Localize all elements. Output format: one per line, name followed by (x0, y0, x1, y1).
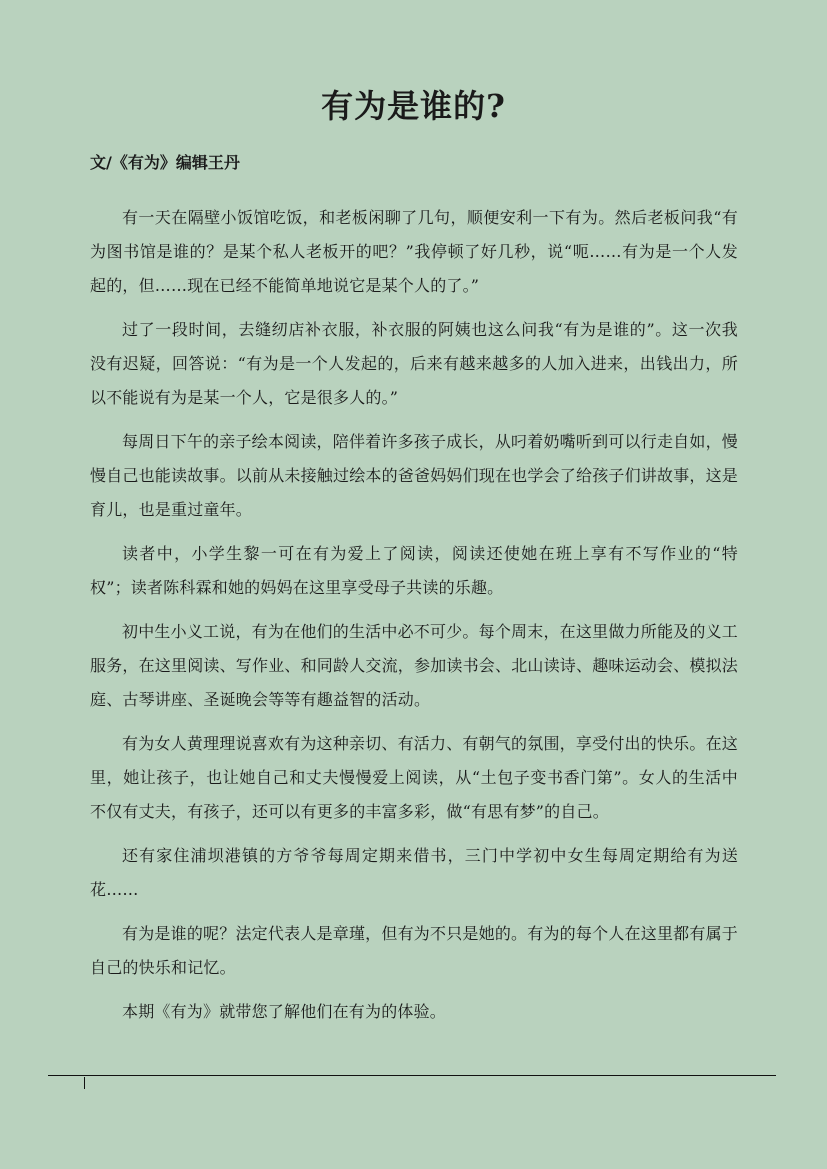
paragraph-2: 过了一段时间，去缝纫店补衣服，补衣服的阿姨也这么问我“有为是谁的”。这一次我没有迟疑，回答说：“有为是一个人发起的，后来有越来越多的人加入进来，出钱出力，所以不能说有为是某一个人，它是很多人的。” (90, 320, 738, 407)
paragraph-7: 还有家住浦坝港镇的方爷爷每周定期来借书，三门中学初中女生每周定期给有为送花…… (90, 846, 738, 899)
paragraph-9: 本期《有为》就带您了解他们在有为的体验。 (122, 1002, 447, 1021)
footer-tick-mark (84, 1077, 85, 1089)
paragraph-5: 初中生小义工说，有为在他们的生活中必不可少。每个周末，在这里做力所能及的义工服务，在这里阅读、写作业、和同龄人交流，参加读书会、北山读诗、趣味运动会、模拟法庭、古琴讲座、圣诞晚会等等有趣益智的活动。 (90, 622, 739, 709)
footer-divider (48, 1075, 776, 1076)
author-byline: 文/《有为》编辑王丹 (90, 153, 240, 172)
paragraph-6: 有为女人黄理理说喜欢有为这种亲切、有活力、有朝气的氛围，享受付出的快乐。在这里，她让孩子，也让她自己和丈夫慢慢爱上阅读，从“土包子变书香门第”。女人的生活中不仅有丈夫，有孩子，还可以有更多的丰富多彩，做“有思有梦”的自己。 (90, 734, 738, 821)
page-title: 有为是谁的? (321, 87, 506, 125)
paragraph-4: 读者中，小学生黎一可在有为爱上了阅读，阅读还使她在班上享有不写作业的“特权”；读者陈科霖和她的妈妈在这里享受母子共读的乐趣。 (90, 544, 738, 597)
article-body (90, 201, 738, 1039)
paragraph-8: 有为是谁的呢？法定代表人是章瑾，但有为不只是她的。有为的每个人在这里都有属于自己的快乐和记忆。 (90, 924, 738, 977)
paragraph-1: 有一天在隔壁小饭馆吃饭，和老板闲聊了几句，顺便安利一下有为。然后老板问我“有为图书馆是谁的？是某个私人老板开的吧？”我停顿了好几秒，说“呃……有为是一个人发起的，但……现在已经不能简单地说它是某个人的了。” (90, 208, 738, 295)
paragraph-3: 每周日下午的亲子绘本阅读，陪伴着许多孩子成长，从叼着奶嘴听到可以行走自如，慢慢自己也能读故事。以前从未接触过绘本的爸爸妈妈们现在也学会了给孩子们讲故事，这是育儿，也是重过童年。 (90, 432, 739, 519)
